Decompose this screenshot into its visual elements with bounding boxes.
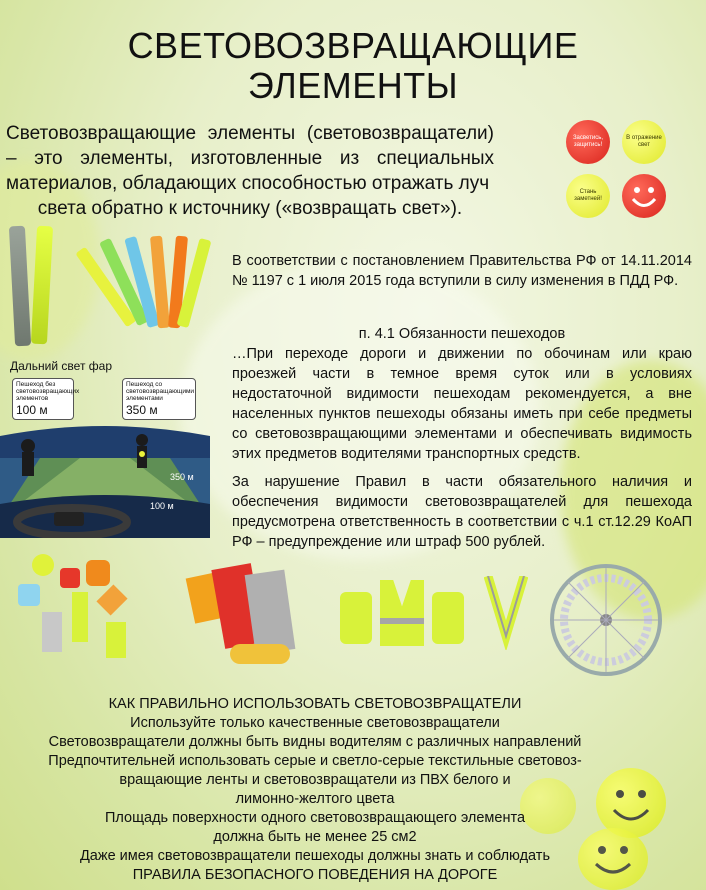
smiley-red-icon <box>622 174 666 218</box>
duties-heading: п. 4.1 Обязанности пешеходов <box>358 326 566 342</box>
badge-yellow <box>622 120 666 164</box>
violation-text: За нарушение Правил в части обязательного наличия и обеспечения видимости световозвращателей для пешехода предусмотрена ответственность в соответствии с ч.1 ст.12.29 КоАП РФ – предупреждение или штраф 500 рублей. <box>232 474 692 550</box>
rules-line: ПРАВИЛА БЕЗОПАСНОГО ПОВЕДЕНИЯ НА ДОРОГЕ <box>132 867 498 883</box>
rules-line: Световозвращатели должны быть видны водителям с различных направлений <box>48 734 582 750</box>
badge-yellow <box>566 174 610 218</box>
rules-line: Даже имея световозвращатели пешеходы должны знать и соблюдать <box>79 848 551 864</box>
title-line: СВЕТОВОЗВРАЩАЮЩИЕ <box>127 25 579 66</box>
rules-line: должна быть не менее 25 см2 <box>213 829 417 845</box>
rules-line: Предпочтительней использовать серые и светло-серые текстильные световоз- <box>48 753 582 769</box>
definition-last-line: света обратно к источнику («возвращать свет»). <box>37 198 463 219</box>
scene-label: Дальний свет фар <box>10 359 112 373</box>
title-line: ЭЛЕМЕНТЫ <box>247 65 459 106</box>
badge-text: Засветись, защитись! <box>572 135 604 148</box>
headlight-scene <box>0 354 210 538</box>
tag-distance: 350 м <box>126 403 158 417</box>
usage-rules <box>10 695 620 885</box>
badge-text: В отражение свет <box>626 135 662 148</box>
keychain-reflectors-icon <box>12 548 132 668</box>
rules-heading: КАК ПРАВИЛЬНО ИСПОЛЬЗОВАТЬ СВЕТОВОЗВРАЩАТЕЛИ <box>108 696 522 712</box>
badge-red <box>566 120 610 164</box>
page-title <box>0 26 706 106</box>
slap-bands-icon <box>100 236 210 336</box>
definition-body: Световозвращающие элементы (световозвращатели) – это элементы, изготовленные из специальных материалов, обладающих способностью отражать луч <box>6 123 494 194</box>
rules-line: Используйте только качественные световозвращатели <box>130 715 500 731</box>
wheel-reflector-icon <box>548 562 664 678</box>
tag-no-reflector <box>12 378 80 420</box>
duties-text: …При переходе дороги и движении по обочинам или краю проезжей части в темное время суток или в условиях недостаточной видимости пешеходам рекомендуется, а вне населенных пунктов пешеходы обязаны иметь при себе предметы со световозвращающими элементами и обеспечивать видимость этих предметов водителями транспортных средств. <box>232 346 692 462</box>
smiley-badges <box>562 118 672 226</box>
definition-text <box>6 121 494 221</box>
rules-line: лимонно-желтого цвета <box>235 791 395 807</box>
rules-line: вращающие ленты и световозвращатели из ПВХ белого и <box>119 772 511 788</box>
badge-text: Стань заметней! <box>574 189 602 202</box>
rules-line: Площадь поверхности одного световозвращающего элемента <box>104 810 526 826</box>
reflective-sash-icon <box>484 576 528 650</box>
decree-text: В соответствии с постановлением Правительства РФ от 14.11.2014 № 1197 с 1 июля 2015 года вступили в силу изменения в ПДД РФ. <box>232 253 692 289</box>
distance-mark-near: 100 м <box>150 501 174 511</box>
reflective-vest-icon <box>340 576 460 650</box>
tag-text: Пешеход со световозвращающими элементами <box>126 381 195 402</box>
reflective-stickers-icon <box>190 566 300 670</box>
tag-with-reflector <box>122 378 196 420</box>
tag-text: Пешеход без световозвращающих элементов <box>16 381 80 402</box>
tag-distance: 100 м <box>16 403 48 417</box>
distance-mark-far: 350 м <box>170 472 194 482</box>
